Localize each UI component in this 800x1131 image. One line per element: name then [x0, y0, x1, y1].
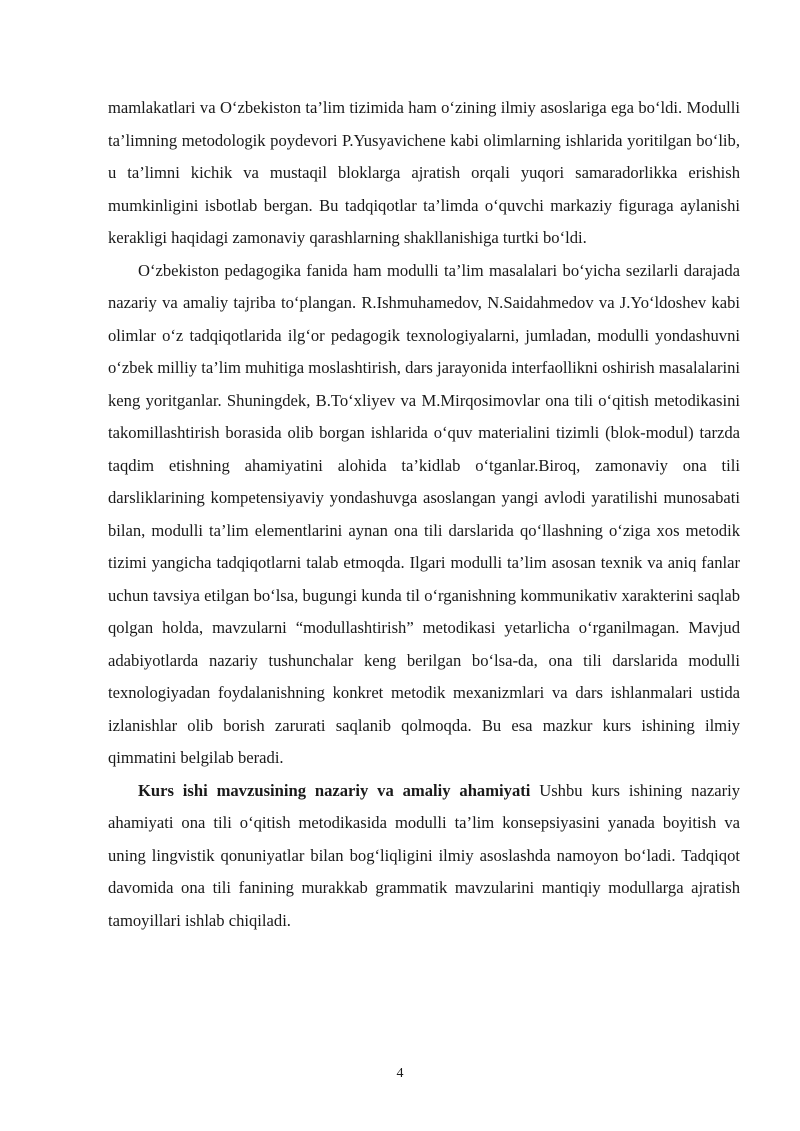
paragraph-3-text: Ushbu kurs ishining nazariy ahamiyati ona tili o‘qitish metodikasida modulli ta’lim konsepsiyasini yanada boyitish va uning lingvistik qonuniyatlar bilan bog‘liqligini ilmiy asoslashda namoyon bo‘ladi. Tadqiqot davomida ona tili fanining murakkab grammatik mavzularini mantiqiy modullarga ajratish tamoyillari ishlab chiqiladi. [108, 780, 741, 930]
paragraph-2: O‘zbekiston pedagogika fanida ham modulli ta’lim masalalari bo‘yicha sezilarli darajada nazariy va amaliy tajriba to‘plangan. R.Ishmuhamedov, N.Saidahmedov va J.Yo‘ldoshev kabi olimlar o‘z tadqiqotlarida ilg‘or pedagogik texnologiyalarni, jumladan, modulli yondashuvni o‘zbek milliy ta’lim muhitiga moslashtirish, dars jarayonida interfaollikni oshirish masalalarini keng yoritganlar. Shuningdek, B.To‘xliyev va M.Mirqosimovlar ona tili o‘qitish metodikasini takomillashtirish borasida olib borgan ishlarida o‘quv materialini tizimli (blok-modul) tarzda taqdim etishning ahamiyatini alohida ta’kidlab o‘tganlar.Biroq, zamonaviy ona tili darsliklarining kompetensiyaviy yondashuvga asoslangan yangi avlodi yaratilishi munosabati bilan, modulli ta’lim elementlarini aynan ona tili darslarida qo‘llashning o‘ziga xos metodik tizimi yangicha tadqiqotlarni talab etmoqda. Ilgari modulli ta’lim asosan texnik va aniq fanlar uchun tavsiya etilgan bo‘lsa, bugungi kunda til o‘rganishning kommunikativ xarakterini saqlab qolgan holda, mavzularni “modullashtirish” metodikasi yetarlicha o‘rganilmagan. Mavjud adabiyotlarda nazariy tushunchalar keng berilgan bo‘lsa-da, ona tili darslarida modulli texnologiyadan foydalanishning konkret metodik mexanizmlari va dars ishlanmalari ustida izlanishlar olib borish zarurati saqlanib qolmoqda. Bu esa mazkur kurs ishining ilmiy qimmatini belgilab beradi. [108, 260, 740, 767]
page-number: 4 [396, 1066, 404, 1081]
paragraph-1: mamlakatlari va O‘zbekiston ta’lim tizimida ham o‘zining ilmiy asoslariga ega bo‘ldi. Modulli ta’limning metodologik poydevori P.Yusyavichene kabi olimlarning ishlarida yoritilgan bo‘lib, u ta’limni kichik va mustaqil bloklarga ajratish orqali yuqori samaradorlikka erishish mumkinligini isbotlab bergan. Bu tadqiqotlar ta’limda o‘quvchi markaziy figuraga aylanishi kerakligi haqidagi zamonaviy qarashlarning shakllanishiga turtki bo‘ldi. [108, 98, 740, 247]
paragraph-3 [108, 775, 740, 938]
section-heading: Kurs ishi mavzusining nazariy va amaliy ahamiyati [138, 780, 531, 800]
body-text [108, 92, 740, 937]
